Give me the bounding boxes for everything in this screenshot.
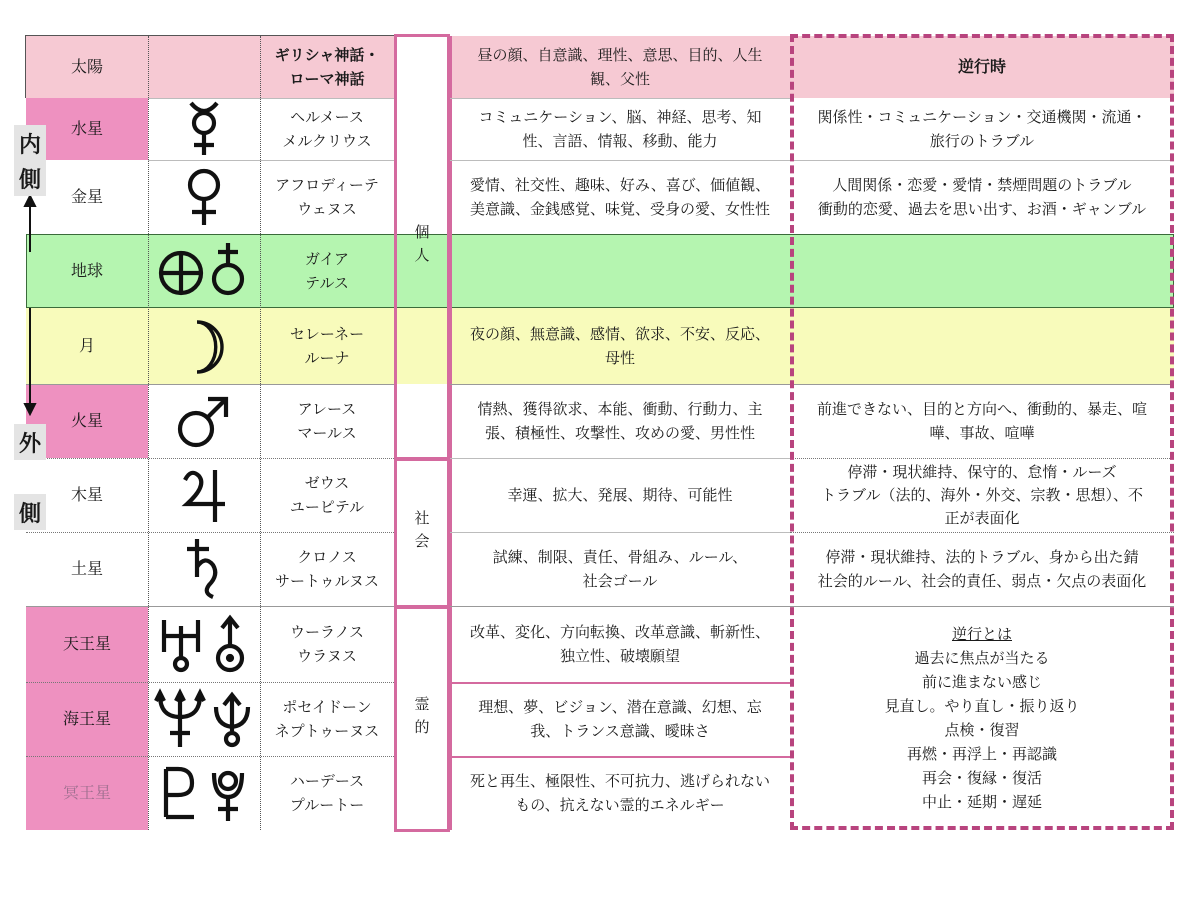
- planet-name-saturn: 土星: [70, 559, 103, 578]
- side-label-outer-2: 側: [14, 494, 46, 530]
- earth-icon: [150, 234, 258, 308]
- meaning-neptune: 理想、夢、ビジョン、潜在意識、幻想、忘 我、トランス意識、曖昧さ: [478, 698, 762, 740]
- planet-name-moon: 月: [78, 336, 95, 355]
- myth-mercury: ヘルメース メルクリウス: [282, 108, 372, 150]
- pluto-icon: [150, 756, 258, 830]
- meaning-moon: 夜の顔、無意識、感情、欲求、不安、反応、 母性: [469, 325, 770, 367]
- planet-name-earth: 地球: [70, 261, 103, 280]
- myth-moon: セレーネー ルーナ: [289, 325, 365, 367]
- myth-earth: ガイア テルス: [304, 250, 350, 292]
- planet-name-jupiter: 木星: [70, 485, 103, 504]
- planet-name-pluto: 冥王星: [62, 783, 111, 802]
- myth-saturn: クロノス サートゥルヌス: [274, 548, 380, 590]
- header-sun-meaning: 昼の顔、自意識、理性、意思、目的、人生 観、父性: [477, 46, 763, 88]
- retro-venus: 人間関係・恋愛・愛情・禁煙問題のトラブル 衝動的恋愛、過去を思い出す、お酒・ギャンブル: [817, 176, 1147, 218]
- meaning-jupiter: 幸運、拡大、発展、期待、可能性: [507, 486, 733, 504]
- group-spiritual-label: 霊的: [412, 696, 431, 742]
- planet-name-uranus: 天王星: [62, 634, 111, 653]
- mercury-icon: [150, 98, 258, 160]
- retro-saturn: 停滞・現状維持、法的トラブル、身から出た錆 社会的ルール、社会的責任、弱点・欠点の表面化: [817, 548, 1147, 590]
- planet-name-mercury: 水星: [70, 119, 103, 138]
- col-divider-1: [148, 36, 149, 830]
- group-personal: [394, 34, 450, 460]
- myth-neptune: ポセイドーン ネプトゥーヌス: [274, 698, 380, 740]
- retrograde-summary: [790, 606, 1174, 830]
- group-spiritual: [394, 606, 450, 832]
- myth-mars: アレース マールス: [297, 400, 357, 442]
- myth-pluto: ハーデース プルートー: [289, 772, 365, 814]
- planet-name-venus: 金星: [70, 187, 103, 206]
- retro-jupiter: 停滞・現状維持、保守的、怠惰・ルーズ トラブル（法的、海外・外交、宗教・思想）、不 正が表面化: [821, 462, 1143, 527]
- neptune-icon: [150, 682, 258, 756]
- myth-venus: アフロディーテ ウェヌス: [275, 176, 379, 218]
- planet-name-neptune: 海王星: [62, 709, 111, 728]
- retrograde-summary-lines: 過去に焦点が当たる 前に進まない感じ 見直し。やり直し・振り返り 点検・復習 再燃・再浮上・再認識 再会・復縁・復活 中止・延期・遅延: [884, 649, 1080, 811]
- uranus-icon: [150, 606, 258, 682]
- venus-icon: [150, 160, 258, 234]
- header-myth: ギリシャ神話・ ローマ神話: [274, 46, 380, 88]
- planet-name-mars: 火星: [70, 411, 103, 430]
- meaning-venus: 愛情、社交性、趣味、好み、喜び、価値観、 美意識、金銭感覚、味覚、受身の愛、女性性: [469, 176, 771, 218]
- retro-mars: 前進できない、目的と方向へ、衝動的、暴走、喧 嘩、事故、喧嘩: [816, 400, 1147, 442]
- saturn-icon: [150, 532, 258, 606]
- meaning-mars: 情熱、獲得欲求、本能、衝動、行動力、主 張、積極性、攻撃性、攻めの愛、男性性: [477, 400, 763, 442]
- header-sun: 太陽: [70, 57, 103, 76]
- myth-uranus: ウーラノス ウラヌス: [290, 623, 364, 665]
- side-label-outer-1: 外: [14, 424, 46, 460]
- direction-arrow-icon: [22, 196, 38, 416]
- header-retrograde: 逆行時: [957, 57, 1006, 76]
- jupiter-icon: [150, 458, 258, 532]
- meaning-mercury: コミュニケーション、脳、神経、思考、知 性、言語、情報、移動、能力: [478, 108, 762, 150]
- meaning-uranus: 改革、変化、方向転換、改革意識、斬新性、 独立性、破壊願望: [469, 623, 770, 665]
- group-social-label: 社会: [412, 510, 431, 556]
- mars-icon: [150, 384, 258, 458]
- side-label-inner-2: 側: [14, 160, 46, 196]
- retrograde-summary-title: 逆行とは: [951, 625, 1012, 643]
- myth-jupiter: ゼウス ユーピテル: [289, 474, 365, 516]
- group-personal-label: 個人: [412, 224, 431, 270]
- group-social: [394, 458, 450, 608]
- retro-mercury: 関係性・コミュニケーション・交通機関・流通・ 旅行のトラブル: [817, 108, 1147, 150]
- meaning-pluto: 死と再生、極限性、不可抗力、逃げられない もの、抗えない霊的エネルギー: [469, 772, 770, 814]
- meaning-saturn: 試練、制限、責任、骨組み、ルール、 社会ゴール: [492, 548, 748, 590]
- moon-icon: [150, 308, 258, 384]
- side-label-inner-1: 内: [14, 125, 46, 161]
